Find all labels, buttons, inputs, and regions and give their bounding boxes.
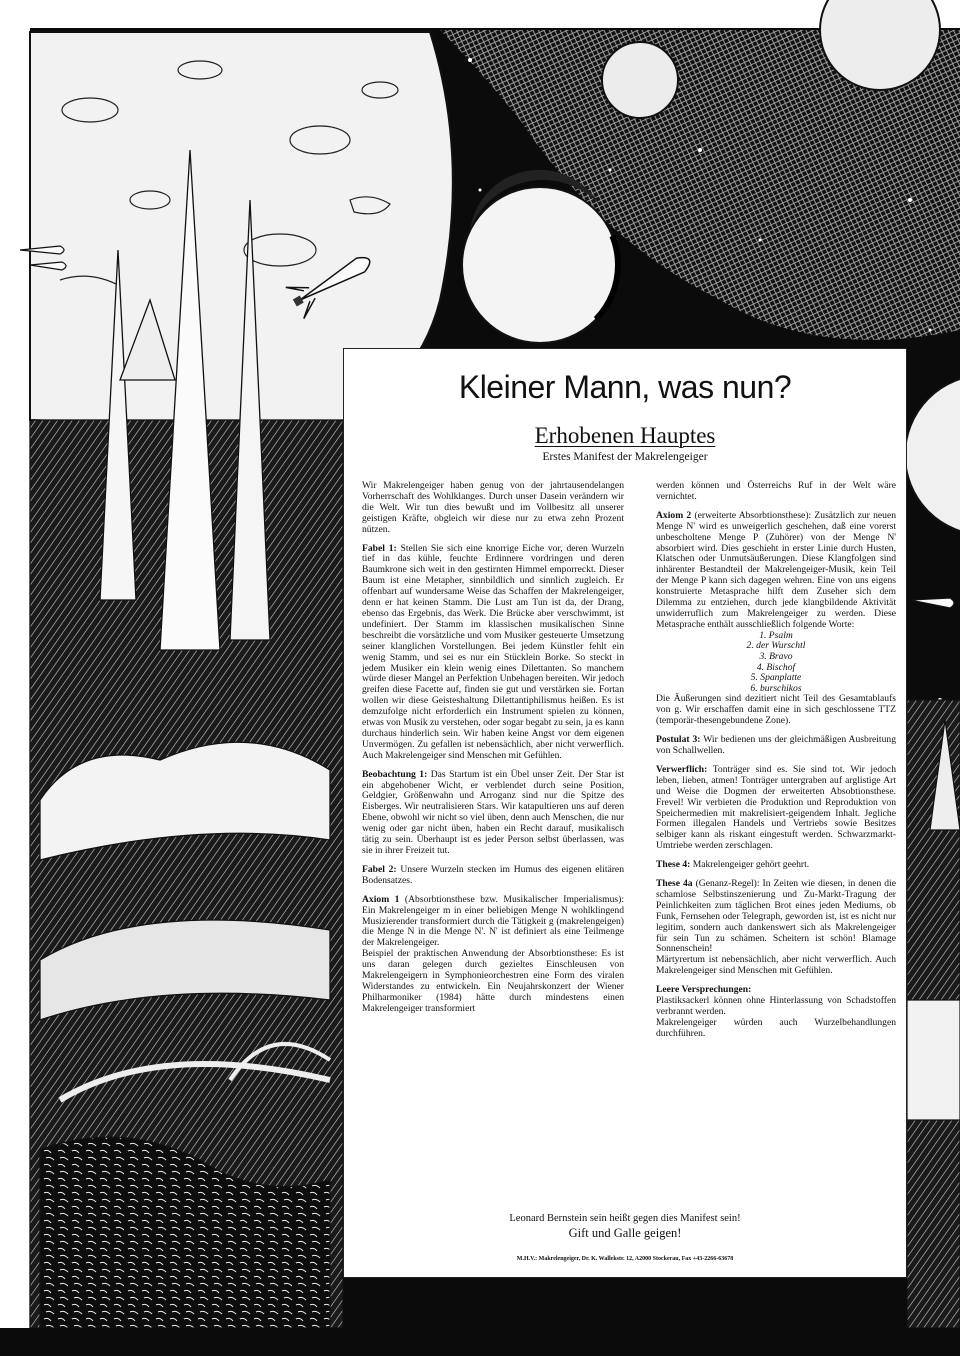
- bottom-band: [0, 1328, 960, 1356]
- fabel-1-paragraph: [362, 544, 624, 762]
- postulat-3-heading: Postulat 3:: [656, 734, 701, 746]
- imprint: M.H.V.: Makrelengeiger, Dr. K. Wallekstr. 12, A2000 Stockerau, Fax +43-2266-63678: [516, 1256, 734, 1262]
- these-4-heading: These 4:: [656, 859, 691, 871]
- these-4a-continued: Märtyrertum ist nebensächlich, aber nicht verwerflich. Auch Makrelengeiger sind Menschen mit Gefühlen.: [656, 954, 896, 977]
- beobachtung-1-paragraph: [362, 770, 624, 857]
- these-4-text: Makrelengeiger gehört geehrt.: [690, 859, 810, 871]
- list-item: 6. burschikos: [750, 682, 802, 694]
- continuation-paragraph: werden können und Österreichs Ruf in der Welt wäre vernichtet.: [656, 480, 896, 502]
- these-4a-heading: These 4a: [656, 878, 693, 890]
- verwerflich-heading: Verwerflich:: [656, 763, 708, 775]
- these-4a-text: (Genanz-Regel): In Zeiten wie diesen, in denen die schamlose Selbstinszenierung und Zu-Markt-Tragung der Peinlichkeiten zum täglichen Brot eines jeden Mediums, ob Funk, Fernsehen oder Telegraph, geworden ist, ist es nicht nur legitim, sondern auch dankenswert sich als Makrelengeiger für sein Tun zu schämen. Scheitern ist schön! Blamage Sonnenschein!: [656, 878, 896, 955]
- fabel-2-text: Unsere Wurzeln stecken im Humus des eigenen elitären Bodensatzes.: [362, 863, 624, 886]
- small-moon-shape: [602, 42, 678, 118]
- postulat-3-paragraph: [656, 735, 896, 757]
- axiom-2-heading: Axiom 2: [656, 509, 692, 521]
- left-column: [362, 481, 624, 1023]
- footer-line-1: Leonard Bernstein sein heißt gegen dies Manifest sein!: [509, 1213, 741, 1224]
- page-title: Kleiner Mann, was nun?: [458, 369, 792, 405]
- right-edge-city: [907, 700, 960, 1328]
- axiom-2-after: Die Äußerungen sind dezitiert nicht Teil des Gesamtablaufs von g. Wir erschaffen damit eine in sich geschlossene TTZ (temporär-thesengebundene Zone).: [656, 693, 896, 727]
- axiom-1-text: (Absorbtionsthese bzw. Musikalischer Imperialismus): Ein Makrelengeiger m in einer beliebigen Menge N wohlklingend Musizierender transformiert durch die Tätigkeit g (makrelengeigen) die Menge N in die Menge N'. N' ist definiert als eine Teilmenge der Makrelengeiger.: [362, 893, 624, 949]
- list-item: 4. Bischof: [756, 661, 796, 673]
- beobachtung-1-heading: Beobachtung 1:: [362, 768, 428, 780]
- axiom-1-paragraph: [362, 895, 624, 950]
- axiom-1-example: Beispiel der praktischen Anwendung der Absorbtionsthese: Es ist uns daran gelegen durch gezieltes Einschleusen von Makrelengeigern in Symphonieorchestren eine Form des viralen Widerstandes zu entwickeln. Ein Neujahrskonzert der Wiener Philharmoniker (1984) hätte durch mindestens einen Makrelengeiger transformiert: [362, 948, 624, 1014]
- verwerflich-paragraph: [656, 765, 896, 852]
- subtitle: Erhobenen Hauptes: [534, 423, 716, 448]
- fabel-1-text: Stellen Sie sich eine knorrige Eiche vor, deren Wurzeln tief in das kühle, feuchte Erdinnere vordringen und deren Baumkrone sich weit in den gestirnten Himmel emporreckt. Dieser Baum ist eine Metapher, sinnbildlich und sinnlich zugleich. Er offenbart auf wundersame Weise das Schaffen der Makrelengeiger, denn er hat keinen Stamm. Die Lust am Tun ist da, der Drang, ebenso das Ergebnis, das Werk. Die Brücke aber verschwimmt, ist undefiniert. Der Stamm im klassischen musikalischen Sinne beschreibt die vorsätzliche und vom Musiker gesteuerte Umsetzung seiner klanglichen Vorstellungen. Bei jedem Künstler fehlt ein wenig Stamm, und sei es nur ein Stücklein Borke. So steckt in jedem Musiker ein klein wenig eines Dilettanten. So manchem würde dieser Mangel an Perfektion Unbehagen bereiten. Wir jedoch greifen diese Facette auf, finden sie gut und verstärken sie. Fortan wollen wir diese Geisteshaltung Dilettantiphilismus heißen. Es ist demzufolge nicht erforderlich ein Instrument spielen zu können, etwas von Musik zu verstehen, oder sogar begabt zu sein, ja es kann durchaus hinderlich sein. Wir haben keine Angst vor dem eigenen Unvermögen. Zu gefallen ist nebensächlich, aber nicht verwerflich. Auch Makrelengeiger sind Menschen mit Gefühlen.: [362, 542, 625, 761]
- list-item: 3. Bravo: [759, 650, 793, 662]
- footer-line-2: Gift und Galle geigen!: [568, 1226, 682, 1240]
- leere-heading-text: Leere Versprechungen:: [656, 984, 752, 996]
- leere-text: Plastiksackerl können ohne Hinterlassung von Schadstoffen verbrannt werden.: [656, 995, 896, 1017]
- axiom-2-text: (erweiterte Absorbtionsthese): Zusätzlich zur neuen Menge N' wird es unweigerlich geschehen, daß eine vorerst unbescholtene Menge P (Zuhörer) von der Menge N' absorbiert wird. Dies geschieht in erster Linie durch Husten, Klatschen oder Unmutsäußerungen. Diese Klangfolgen sind inhärenter Bestandteil der Makrelengeiger-Musik, kein Teil der Menge P kann sich dagegen wehren. Eine von uns eigens konstruierte Metasprache hilft dem Zuseher sich dem Dilemma zu entziehen, durch jede klangbildende Aktivität unwiderruflich zum Makrelengeiger zu werden. Diese Metasprache enthält ausschließlich folgende Worte:: [656, 509, 896, 630]
- fabel-2-paragraph: [362, 865, 624, 887]
- list-item: 5. Spanplatte: [750, 672, 802, 684]
- axiom-2-paragraph: [656, 511, 896, 631]
- axiom-1-heading: Axiom 1: [362, 893, 400, 905]
- these-4-paragraph: [656, 860, 896, 871]
- leere-text-2: Makrelengeiger würden auch Wurzelbehandlungen durchführen.: [656, 1016, 896, 1039]
- beobachtung-1-text: Das Startum ist ein Übel unser Zeit. Der Star ist ein abgehobener Wicht, er verblendet durch seine Position, Geldgier, Größenwahn und Arroganz sind nur die Spitze des Eisberges. Wir neutralisieren Stars. Wir katapultieren uns auf deren Ebene, obwohl wir nicht so viel üben, denn auch Menschen, die nur wenig oder gar nicht üben, haben ein Recht darauf, musikalisch tätig zu sein. Überhaupt ist es jeder Person selbst überlassen, was sie in ihrer Freizeit tut.: [362, 768, 624, 856]
- manifesto-panel: [343, 348, 907, 1278]
- fabel-1-heading: Fabel 1:: [362, 542, 397, 554]
- fabel-2-heading: Fabel 2:: [362, 863, 397, 875]
- metasprache-list: [656, 631, 896, 695]
- verwerflich-text: Tonträger sind es. Sie sind tot. Wir jedoch leben, lieben, atmen! Tonträger untergraben auf arglistige Art und Weise die Dogmen der erweiterten Absobtionsthese. Frevel! Wir verbieten die Produktion und Reproduktion von Speichermedien mit makrelisiert-geigendem Inhalt. Jegliche Formen illegalen Handels und Vertriebs sowie Besitzes selbiger kann als riskant eingestuft werden. Schwarzmarkt-Umtriebe werden zerschlagen.: [656, 763, 896, 852]
- tagline: Erstes Manifest der Makrelengeiger: [542, 451, 708, 463]
- list-item: 2. der Wurschtl: [746, 640, 806, 652]
- right-column: [656, 481, 896, 1048]
- these-4a-paragraph: [656, 879, 896, 955]
- postulat-3-text: Wir bedienen uns der gleichmäßigen Ausbreitung von Schallwellen.: [656, 734, 896, 756]
- list-item: 1. Psalm: [759, 629, 793, 641]
- intro-paragraph: Wir Makrelengeiger haben genug von der jahrtausendelangen Vorherrschaft des Wohlklanges. Durch unser Dasein verändern wir die Welt. Wir tun dies bewußt und im Vollbesitz all unserer geistigen Kräfte, obgleich wir diese nur zu etwa zehn Prozent nützen.: [362, 480, 624, 535]
